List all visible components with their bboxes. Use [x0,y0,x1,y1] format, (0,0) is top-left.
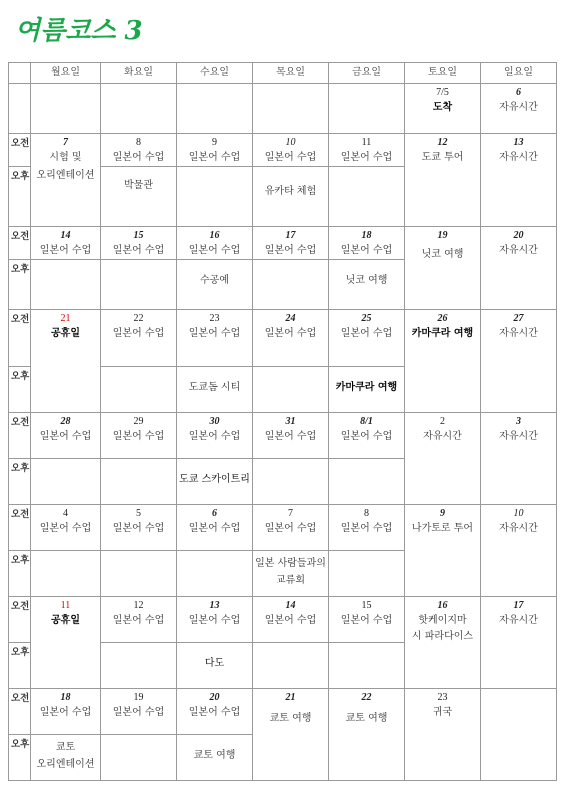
calendar-cell [253,459,329,505]
calendar-cell [481,84,557,134]
date-label: 10 [285,137,296,148]
event-label: 일본어 수업 [340,614,393,626]
event-label: 교류회 [276,574,305,586]
calendar-cell [329,367,405,413]
calendar-cell [31,459,101,505]
calendar-cell [177,459,253,505]
event-label: 도착 [432,101,453,113]
event-label: 일본어 수업 [112,614,165,626]
calendar-cell [31,134,101,227]
calendar-cell [329,689,405,781]
calendar-cell [177,643,253,689]
calendar-cell [329,505,405,551]
calendar-cell [253,134,329,167]
calendar-cell [177,505,253,551]
date-label: 25 [361,313,372,324]
event-label: 오리엔테이션 [36,170,95,181]
event-label: 시 파라다이스 [411,631,474,642]
event-label: 일본어 수업 [188,706,241,718]
event-label: 일본어 수업 [188,614,241,626]
date-label: 5 [136,508,141,519]
date-label: 14 [60,230,71,241]
arrival-row [9,84,557,134]
calendar-cell [329,551,405,597]
week-row-am [9,413,557,459]
event-label: 쿄토 여행 [193,750,236,761]
day-header: 목요일 [253,63,329,84]
am-label: 오전 [9,689,31,735]
event-label: 오리엔테이션 [36,758,95,770]
date-label: 6 [212,508,217,519]
event-label: 자유시간 [423,430,462,442]
calendar-cell [329,260,405,310]
event-label: 카마쿠라 여행 [335,382,398,393]
event-label: 자유시간 [499,327,538,339]
date-label: 11 [361,137,372,148]
event-label: 일본어 수업 [340,522,393,534]
calendar-cell [101,413,177,459]
event-label: 일본어 수업 [264,151,317,163]
event-label: 닛코 여행 [345,275,388,286]
calendar-cell [329,413,405,459]
day-header: 화요일 [101,63,177,84]
am-label: 오전 [9,413,31,459]
calendar-cell [405,597,481,689]
event-label: 유카타 체험 [264,186,317,197]
week-row-am [9,310,557,367]
event-label: 자유시간 [499,151,538,163]
date-label: 22 [361,692,372,703]
calendar-cell [101,134,177,167]
event-label: 쿄토 [55,742,76,753]
schedule-table [8,62,557,781]
event-label: 일본어 수업 [340,244,393,256]
pm-label: 오후 [9,735,31,781]
calendar-cell [481,134,557,227]
calendar-cell [253,310,329,367]
date-label: 17 [285,230,296,241]
date-label: 7/5 [436,87,449,98]
calendar-cell [329,227,405,260]
date-label: 29 [133,416,144,427]
event-label: 일본어 수업 [340,430,393,442]
day-header: 일요일 [481,63,557,84]
calendar-cell [101,310,177,367]
event-label: 수공예 [200,275,229,286]
am-label: 오전 [9,597,31,643]
day-header: 수요일 [177,63,253,84]
calendar-cell [329,134,405,167]
event-label: 나가토로 투어 [411,522,474,534]
day-header: 금요일 [329,63,405,84]
calendar-cell [101,689,177,735]
event-label: 공휴일 [51,327,80,339]
event-label: 쿄토 여행 [269,712,312,724]
event-label: 자유시간 [499,430,538,442]
calendar-cell [101,260,177,310]
calendar-cell [405,505,481,597]
date-label: 20 [209,692,220,703]
date-label: 14 [285,600,296,611]
date-label: 13 [513,137,524,148]
date-label: 16 [209,230,220,241]
date-label: 18 [60,692,71,703]
calendar-cell [253,505,329,551]
week-row-am [9,505,557,551]
calendar-cell [31,413,101,459]
date-label: 9 [440,508,445,519]
event-label: 일본어 수업 [39,430,92,442]
calendar-cell [177,735,253,781]
calendar-cell [329,643,405,689]
event-label: 일본어 수업 [340,151,393,163]
event-label: 쿄토 여행 [345,712,388,724]
pm-label: 오후 [9,367,31,413]
date-label: 20 [513,230,524,241]
calendar-cell [101,505,177,551]
event-label: 카마쿠라 여행 [411,327,474,339]
calendar-cell [481,505,557,597]
date-label: 22 [133,313,144,324]
date-label: 28 [60,416,71,427]
calendar-cell [31,505,101,551]
calendar-cell [101,551,177,597]
pm-label: 오후 [9,643,31,689]
calendar-cell [31,227,101,260]
calendar-cell [253,367,329,413]
date-label: 15 [361,600,372,611]
event-label: 일본어 수업 [264,244,317,256]
calendar-cell [177,260,253,310]
pm-label: 오후 [9,551,31,597]
event-label: 자유시간 [499,101,538,113]
event-label: 일본어 수업 [112,706,165,718]
day-header: 월요일 [31,63,101,84]
date-label: 8/1 [360,416,373,427]
am-label: 오전 [9,505,31,551]
date-label: 12 [133,600,144,611]
event-label: 도쿄 스카이트리 [179,474,250,485]
am-label: 오전 [9,310,31,367]
event-label: 일본어 수업 [264,430,317,442]
event-label: 일본어 수업 [112,430,165,442]
event-label: 일본어 수업 [112,522,165,534]
calendar-cell [405,689,481,781]
date-label: 21 [60,313,71,324]
date-label: 13 [209,600,220,611]
event-label: 시험 및 [49,151,82,163]
event-label: 일본어 수업 [112,244,165,256]
calendar-cell [101,597,177,643]
calendar-cell [253,551,329,597]
day-header: 토요일 [405,63,481,84]
date-label: 10 [513,508,524,519]
date-label: 15 [133,230,144,241]
event-label: 일본어 수업 [39,244,92,256]
date-label: 27 [513,313,524,324]
event-label: 자유시간 [499,522,538,534]
date-label: 17 [513,600,524,611]
week-row-am [9,227,557,260]
calendar-cell [177,689,253,735]
calendar-cell [31,310,101,413]
calendar-cell [31,597,101,689]
calendar-cell [253,643,329,689]
calendar-cell [405,227,481,310]
date-label: 19 [437,230,448,241]
event-label: 도쿄 투어 [421,151,464,163]
event-label: 일본 사람들과의 [255,558,326,569]
calendar-cell [253,413,329,459]
pm-label: 오후 [9,167,31,227]
calendar-cell [405,310,481,413]
date-label: 8 [364,508,369,519]
date-label: 12 [437,137,448,148]
calendar-cell [405,84,481,134]
date-label: 4 [63,508,68,519]
date-label: 16 [437,600,448,611]
event-label: 일본어 수업 [112,151,165,163]
event-label: 일본어 수업 [188,244,241,256]
calendar-cell [101,227,177,260]
event-label: 자유시간 [499,614,538,626]
week-row-am [9,689,557,735]
calendar-cell [481,597,557,689]
date-label: 30 [209,416,220,427]
event-label: 일본어 수업 [188,327,241,339]
calendar-cell [177,551,253,597]
am-label: 오전 [9,227,31,260]
calendar-cell [31,689,101,735]
calendar-cell [329,167,405,227]
week-row-am [9,134,557,167]
calendar-cell [177,227,253,260]
date-label: 24 [285,313,296,324]
calendar-cell [101,459,177,505]
date-label: 7 [288,508,293,519]
corner-cell [9,63,31,84]
date-label: 23 [437,692,448,703]
calendar-cell [253,689,329,781]
calendar-cell [177,310,253,367]
event-label: 자유시간 [499,244,538,256]
calendar-cell [177,413,253,459]
event-label: 일본어 수업 [264,522,317,534]
header-row [9,63,557,84]
event-label: 다도 [204,658,225,669]
calendar-cell [481,310,557,413]
date-label: 23 [209,313,220,324]
calendar-cell [177,597,253,643]
calendar-cell [31,551,101,597]
date-label: 31 [285,416,296,427]
event-label: 일본어 수업 [188,522,241,534]
calendar-cell [177,167,253,227]
calendar-cell [329,597,405,643]
date-label: 11 [60,600,71,611]
calendar-cell [101,367,177,413]
calendar-cell [405,413,481,505]
calendar-cell [253,597,329,643]
date-label: 3 [516,416,521,427]
date-label: 19 [133,692,144,703]
event-label: 일본어 수업 [39,706,92,718]
am-label: 오전 [9,134,31,167]
event-label: 일본어 수업 [264,614,317,626]
calendar-cell [253,227,329,260]
calendar-cell [177,134,253,167]
calendar-cell [481,227,557,310]
date-label: 2 [440,416,445,427]
event-label: 일본어 수업 [39,522,92,534]
calendar-cell [405,134,481,227]
calendar-cell [329,310,405,367]
date-label: 9 [212,137,217,148]
date-label: 7 [63,137,68,148]
calendar-cell [481,413,557,505]
calendar-cell [481,689,557,781]
date-label: 21 [285,692,296,703]
calendar-cell [101,167,177,227]
event-label: 공휴일 [51,614,80,626]
calendar-cell [177,367,253,413]
event-label: 일본어 수업 [340,327,393,339]
date-label: 8 [136,137,141,148]
calendar-cell [101,643,177,689]
calendar-cell [101,735,177,781]
page-title: 여름코스 3 [15,16,143,46]
event-label: 일본어 수업 [188,430,241,442]
calendar-cell [329,459,405,505]
calendar-cell [253,260,329,310]
calendar-cell [31,260,101,310]
event-label: 일본어 수업 [188,151,241,163]
event-label: 닛코 여행 [421,248,464,260]
date-label: 26 [437,313,448,324]
pm-label: 오후 [9,459,31,505]
calendar-cell [31,735,101,781]
event-label: 도쿄돔 시티 [188,382,241,393]
date-label: 6 [516,87,521,98]
event-label: 일본어 수업 [112,327,165,339]
week-row-am [9,597,557,643]
event-label: 핫케이지마 [418,614,467,626]
pm-label: 오후 [9,260,31,310]
calendar-cell [253,167,329,227]
event-label: 박물관 [124,180,153,191]
date-label: 18 [361,230,372,241]
event-label: 귀국 [432,706,453,718]
event-label: 일본어 수업 [264,327,317,339]
